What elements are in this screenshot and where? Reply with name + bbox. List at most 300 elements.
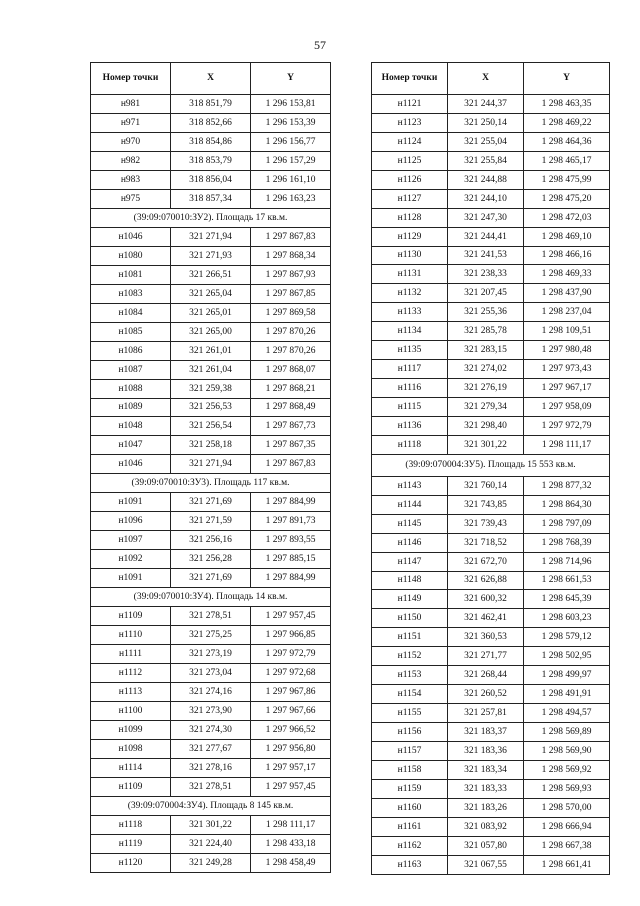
cell-y: 1 297 972,79 [524,416,610,435]
cell-x: 318 854,86 [171,132,251,151]
table-row [372,855,610,874]
cell-point-number: н975 [91,189,171,208]
section-heading-row [91,208,331,227]
table-row [91,398,331,417]
table-row [372,723,610,742]
cell-y: 1 297 870,26 [251,341,331,360]
cell-y: 1 297 957,45 [251,607,331,626]
cell-point-number: н1135 [372,341,448,360]
cell-point-number: н1128 [372,208,448,227]
table-row [372,685,610,704]
cell-point-number: н1153 [372,666,448,685]
table-row [91,246,331,265]
cell-point-number: н1163 [372,855,448,874]
cell-point-number: н1158 [372,760,448,779]
cell-x: 321 244,41 [448,227,524,246]
cell-y: 1 296 163,23 [251,189,331,208]
cell-x: 318 853,79 [171,151,251,170]
cell-x: 321 301,22 [448,435,524,454]
cell-point-number: н1087 [91,360,171,379]
cell-x: 321 283,15 [448,341,524,360]
cell-x: 321 301,22 [171,815,251,834]
cell-point-number: н1160 [372,798,448,817]
cell-x: 321 260,52 [448,685,524,704]
cell-x: 318 856,04 [171,170,251,189]
cell-point-number: н1132 [372,284,448,303]
cell-x: 321 261,04 [171,360,251,379]
cell-point-number: н1152 [372,647,448,666]
cell-y: 1 297 868,49 [251,398,331,417]
cell-y: 1 297 867,35 [251,436,331,455]
table-row [91,417,331,436]
table-row [372,341,610,360]
cell-x: 321 268,44 [448,666,524,685]
cell-y: 1 297 867,83 [251,455,331,474]
cell-point-number: н1127 [372,189,448,208]
cell-x: 321 285,78 [448,322,524,341]
cell-point-number: н1091 [91,569,171,588]
cell-y: 1 297 966,52 [251,720,331,739]
table-row [91,360,331,379]
cell-point-number: н1109 [91,607,171,626]
cell-x: 321 360,53 [448,628,524,647]
cell-x: 321 257,81 [448,704,524,723]
cell-y: 1 298 111,17 [524,435,610,454]
cell-y: 1 298 475,99 [524,170,610,189]
cell-x: 321 249,28 [171,853,251,872]
header-x: X [171,63,251,95]
cell-x: 321 250,14 [448,113,524,132]
table-row [372,113,610,132]
cell-y: 1 297 884,99 [251,569,331,588]
cell-x: 321 279,34 [448,398,524,417]
cell-y: 1 297 867,93 [251,265,331,284]
cell-point-number: н1111 [91,645,171,664]
cell-y: 1 296 153,39 [251,113,331,132]
cell-point-number: н1083 [91,284,171,303]
cell-y: 1 297 973,43 [524,360,610,379]
cell-point-number: н1096 [91,512,171,531]
cell-y: 1 296 157,29 [251,151,331,170]
cell-y: 1 298 472,03 [524,208,610,227]
cell-y: 1 297 967,86 [251,683,331,702]
cell-x: 321 271,94 [171,455,251,474]
cell-point-number: н1110 [91,626,171,645]
cell-x: 321 259,38 [171,379,251,398]
cell-x: 321 244,10 [448,189,524,208]
cell-point-number: н983 [91,170,171,189]
cell-point-number: н1144 [372,495,448,514]
cell-y: 1 298 469,33 [524,265,610,284]
table-row [91,531,331,550]
cell-point-number: н970 [91,132,171,151]
cell-x: 321 760,14 [448,476,524,495]
cell-y: 1 298 433,18 [251,834,331,853]
cell-y: 1 298 603,23 [524,609,610,628]
cell-x: 321 273,19 [171,645,251,664]
cell-point-number: н1130 [372,246,448,265]
cell-y: 1 298 569,93 [524,779,610,798]
table-row [372,798,610,817]
cell-y: 1 298 494,57 [524,704,610,723]
cell-point-number: н1161 [372,817,448,836]
cell-y: 1 298 569,92 [524,760,610,779]
cell-x: 321 183,26 [448,798,524,817]
cell-point-number: н1121 [372,95,448,114]
cell-x: 321 256,53 [171,398,251,417]
cell-y: 1 298 667,38 [524,836,610,855]
cell-point-number: н1085 [91,322,171,341]
cell-x: 321 244,37 [448,95,524,114]
cell-point-number: н1145 [372,514,448,533]
cell-x: 321 265,01 [171,303,251,322]
cell-point-number: н1133 [372,303,448,322]
cell-point-number: н1129 [372,227,448,246]
table-row [91,151,331,170]
cell-y: 1 298 475,20 [524,189,610,208]
table-row [91,455,331,474]
table-row [372,208,610,227]
cell-point-number: н1134 [372,322,448,341]
cell-point-number: н1086 [91,341,171,360]
cell-y: 1 298 661,53 [524,571,610,590]
cell-x: 321 183,37 [448,723,524,742]
cell-x: 321 462,41 [448,609,524,628]
cell-x: 321 271,69 [171,493,251,512]
table-row [91,758,331,777]
cell-point-number: н1046 [91,455,171,474]
cell-y: 1 298 877,32 [524,476,610,495]
cell-y: 1 298 579,12 [524,628,610,647]
section-heading-row [91,588,331,607]
section-heading: (39:09:070004:ЗУ4). Площадь 8 145 кв.м. [91,796,331,815]
cell-x: 321 256,54 [171,417,251,436]
section-heading-row [91,474,331,493]
cell-point-number: н1156 [372,723,448,742]
cell-point-number: н1155 [372,704,448,723]
cell-y: 1 298 465,17 [524,151,610,170]
cell-point-number: н1143 [372,476,448,495]
cell-point-number: н1159 [372,779,448,798]
table-row [372,514,610,533]
table-row [91,227,331,246]
header-y: Y [524,63,610,95]
cell-point-number: н982 [91,151,171,170]
cell-x: 321 739,43 [448,514,524,533]
cell-x: 321 274,02 [448,360,524,379]
cell-x: 321 271,94 [171,227,251,246]
table-row [91,341,331,360]
table-row [91,132,331,151]
table-row [372,435,610,454]
table-row [372,95,610,114]
table-row [372,476,610,495]
table-header-row [91,63,331,95]
cell-y: 1 298 645,39 [524,590,610,609]
section-heading: (39:09:070010:ЗУ4). Площадь 14 кв.м. [91,588,331,607]
cell-x: 321 276,19 [448,379,524,398]
cell-x: 321 274,16 [171,683,251,702]
cell-point-number: н1124 [372,132,448,151]
cell-x: 321 057,80 [448,836,524,855]
cell-point-number: н1091 [91,493,171,512]
cell-point-number: н1150 [372,609,448,628]
cell-x: 321 083,92 [448,817,524,836]
table-row [372,132,610,151]
cell-y: 1 298 463,35 [524,95,610,114]
cell-x: 321 718,52 [448,533,524,552]
page-number: 57 [314,38,326,52]
cell-y: 1 298 464,36 [524,132,610,151]
cell-point-number: н1162 [372,836,448,855]
section-heading: (39:09:070004:ЗУ5). Площадь 15 553 кв.м. [372,454,610,476]
cell-y: 1 297 980,48 [524,341,610,360]
table-row [91,379,331,398]
cell-y: 1 298 469,22 [524,113,610,132]
cell-y: 1 296 156,77 [251,132,331,151]
cell-y: 1 298 111,17 [251,815,331,834]
cell-x: 321 256,16 [171,531,251,550]
cell-point-number: н1112 [91,664,171,683]
cell-y: 1 297 885,15 [251,550,331,569]
cell-point-number: н1117 [372,360,448,379]
table-row [372,284,610,303]
cell-x: 321 265,00 [171,322,251,341]
cell-y: 1 297 972,79 [251,645,331,664]
cell-x: 321 277,67 [171,739,251,758]
table-row [91,550,331,569]
cell-x: 321 244,88 [448,170,524,189]
cell-x: 321 271,77 [448,647,524,666]
cell-point-number: н1125 [372,151,448,170]
cell-x: 321 241,53 [448,246,524,265]
cell-x: 321 274,30 [171,720,251,739]
table-row [372,151,610,170]
cell-y: 1 297 867,73 [251,417,331,436]
table-row [91,702,331,721]
table-row [91,189,331,208]
table-row [372,495,610,514]
cell-x: 321 298,40 [448,416,524,435]
cell-x: 321 256,28 [171,550,251,569]
cell-point-number: н1098 [91,739,171,758]
coordinates-table-left [90,62,331,873]
table-row [372,571,610,590]
table-row [91,322,331,341]
table-row [372,552,610,571]
cell-x: 321 271,59 [171,512,251,531]
header-y: Y [251,63,331,95]
cell-point-number: н1046 [91,227,171,246]
cell-x: 321 278,51 [171,777,251,796]
cell-x: 321 271,93 [171,246,251,265]
cell-point-number: н1116 [372,379,448,398]
table-row [372,360,610,379]
cell-y: 1 298 458,49 [251,853,331,872]
cell-point-number: н1146 [372,533,448,552]
table-row [91,265,331,284]
cell-x: 321 743,85 [448,495,524,514]
table-row [372,416,610,435]
header-x: X [448,63,524,95]
table-row [372,322,610,341]
cell-y: 1 298 570,00 [524,798,610,817]
table-row [372,398,610,417]
cell-y: 1 298 569,89 [524,723,610,742]
cell-x: 321 273,04 [171,664,251,683]
cell-point-number: н1136 [372,416,448,435]
cell-point-number: н1084 [91,303,171,322]
cell-x: 321 207,45 [448,284,524,303]
cell-y: 1 298 502,95 [524,647,610,666]
cell-x: 321 247,30 [448,208,524,227]
cell-y: 1 297 957,17 [251,758,331,777]
cell-point-number: н1115 [372,398,448,417]
table-row [91,664,331,683]
cell-point-number: н1157 [372,741,448,760]
table-row [372,303,610,322]
cell-point-number: н1114 [91,758,171,777]
cell-y: 1 297 868,21 [251,379,331,398]
cell-point-number: н1088 [91,379,171,398]
cell-y: 1 298 499,97 [524,666,610,685]
table-row [91,645,331,664]
table-row [91,493,331,512]
section-heading-row [91,796,331,815]
table-row [372,609,610,628]
cell-point-number: н1149 [372,590,448,609]
table-row [372,533,610,552]
cell-y: 1 297 891,73 [251,512,331,531]
table-row [372,817,610,836]
cell-y: 1 298 109,51 [524,322,610,341]
table-row [91,853,331,872]
table-row [372,189,610,208]
cell-x: 321 255,04 [448,132,524,151]
cell-y: 1 298 569,90 [524,741,610,760]
cell-y: 1 298 437,90 [524,284,610,303]
cell-point-number: н1131 [372,265,448,284]
table-row [372,760,610,779]
cell-y: 1 297 957,45 [251,777,331,796]
cell-y: 1 298 466,16 [524,246,610,265]
cell-point-number: н1154 [372,685,448,704]
section-heading: (39:09:070010:ЗУ2). Площадь 17 кв.м. [91,208,331,227]
table-row [91,626,331,645]
cell-point-number: н1109 [91,777,171,796]
cell-x: 321 255,84 [448,151,524,170]
table-row [91,777,331,796]
header-point-number: Номер точки [372,63,448,95]
table-row [372,779,610,798]
cell-point-number: н1148 [372,571,448,590]
cell-x: 321 183,33 [448,779,524,798]
table-row [372,741,610,760]
cell-point-number: н1048 [91,417,171,436]
table-row [91,95,331,114]
section-heading: (39:09:070010:ЗУ3). Площадь 117 кв.м. [91,474,331,493]
cell-point-number: н1151 [372,628,448,647]
cell-x: 321 278,16 [171,758,251,777]
table-row [91,512,331,531]
cell-point-number: н1119 [91,834,171,853]
cell-y: 1 298 864,30 [524,495,610,514]
cell-x: 321 238,33 [448,265,524,284]
cell-x: 321 258,18 [171,436,251,455]
cell-x: 318 851,79 [171,95,251,114]
cell-x: 321 600,32 [448,590,524,609]
cell-x: 321 183,36 [448,741,524,760]
table-row [372,379,610,398]
cell-y: 1 298 797,09 [524,514,610,533]
cell-y: 1 297 869,58 [251,303,331,322]
cell-x: 321 255,36 [448,303,524,322]
cell-point-number: н1123 [372,113,448,132]
table-row [91,815,331,834]
cell-point-number: н1126 [372,170,448,189]
cell-point-number: н1113 [91,683,171,702]
cell-x: 321 067,55 [448,855,524,874]
coordinates-table-right [371,62,610,875]
cell-point-number: н1099 [91,720,171,739]
cell-point-number: н1097 [91,531,171,550]
cell-y: 1 296 161,10 [251,170,331,189]
cell-y: 1 297 966,85 [251,626,331,645]
cell-y: 1 297 967,17 [524,379,610,398]
cell-point-number: н1118 [372,435,448,454]
cell-x: 321 273,90 [171,702,251,721]
table-row [372,227,610,246]
cell-y: 1 298 491,91 [524,685,610,704]
table-row [372,246,610,265]
cell-y: 1 297 956,80 [251,739,331,758]
table-row [372,704,610,723]
header-point-number: Номер точки [91,63,171,95]
cell-x: 321 271,69 [171,569,251,588]
cell-point-number: н1089 [91,398,171,417]
table-row [91,720,331,739]
table-row [91,834,331,853]
cell-y: 1 297 867,83 [251,227,331,246]
table-row [372,265,610,284]
section-heading-row [372,454,610,476]
cell-x: 321 261,01 [171,341,251,360]
cell-y: 1 297 958,09 [524,398,610,417]
table-row [91,284,331,303]
cell-y: 1 297 870,26 [251,322,331,341]
cell-x: 321 278,51 [171,607,251,626]
table-row [91,569,331,588]
table-row [91,303,331,322]
cell-x: 318 852,66 [171,113,251,132]
cell-x: 321 626,88 [448,571,524,590]
cell-y: 1 297 972,68 [251,664,331,683]
cell-point-number: н1120 [91,853,171,872]
cell-y: 1 297 893,55 [251,531,331,550]
table-row [91,607,331,626]
cell-point-number: н1047 [91,436,171,455]
table-row [91,170,331,189]
cell-point-number: н1092 [91,550,171,569]
cell-y: 1 298 666,94 [524,817,610,836]
table-header-row [372,63,610,95]
cell-y: 1 298 714,96 [524,552,610,571]
cell-y: 1 298 768,39 [524,533,610,552]
cell-y: 1 298 237,04 [524,303,610,322]
cell-x: 321 265,04 [171,284,251,303]
cell-x: 321 183,34 [448,760,524,779]
table-row [91,113,331,132]
